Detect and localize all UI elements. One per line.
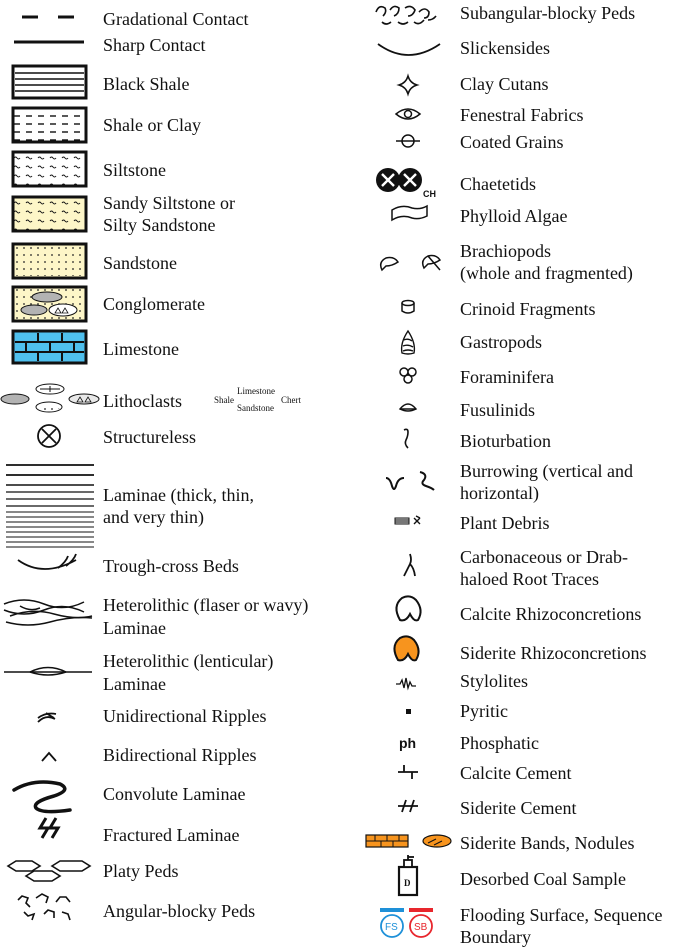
label-unidirectional-ripples: Unidirectional Ripples <box>103 706 267 726</box>
label-hetero-flaser-line1: Heterolithic (flaser or wavy) <box>103 595 309 615</box>
label-siderite-bands-nodules: Siderite Bands, Nodules <box>460 833 635 853</box>
label-structureless: Structureless <box>103 427 196 447</box>
hetero-flaser-symbol <box>4 600 92 625</box>
hetero-lenticular-symbol <box>4 668 92 676</box>
flooding-boundary-symbol <box>380 910 433 937</box>
label-bioturbation: Bioturbation <box>460 431 551 451</box>
label-chaetetids: Chaetetids <box>460 174 536 194</box>
label-phylloid-algae: Phylloid Algae <box>460 206 568 226</box>
shale-clay-symbol <box>13 108 86 142</box>
crinoid-fragments-symbol <box>402 301 414 314</box>
lithoclasts-symbol <box>1 384 99 412</box>
burrowing-symbol <box>386 472 434 490</box>
coated-grains-symbol <box>396 135 420 147</box>
uni-ripples-symbol <box>38 713 56 722</box>
siderite-bands-symbol <box>366 835 451 847</box>
calcite-rhizoconcretions-symbol <box>396 596 420 620</box>
plant-debris-symbol <box>395 516 420 524</box>
label-limestone: Limestone <box>103 339 179 359</box>
convolute-laminae-symbol <box>14 782 70 812</box>
label-platy-peds: Platy Peds <box>103 861 179 881</box>
lithoclast-key-sandstone: Sandstone <box>237 403 274 413</box>
label-black-shale: Black Shale <box>103 74 190 94</box>
coal-sample-tag: D <box>404 878 411 888</box>
foraminifera-symbol <box>400 368 416 383</box>
label-shale-or-clay: Shale or Clay <box>103 115 201 135</box>
fractured-laminae-symbol <box>40 818 58 838</box>
label-root-traces-line2: haloed Root Traces <box>460 569 599 589</box>
phosphatic-symbol: ph <box>399 735 417 751</box>
trough-cross-beds-symbol <box>18 554 76 569</box>
label-foraminifera: Foraminifera <box>460 367 554 387</box>
label-convolute-laminae: Convolute Laminae <box>103 784 246 804</box>
label-flooding-line1: Flooding Surface, Sequence <box>460 905 663 925</box>
label-calcite-cement: Calcite Cement <box>460 763 572 783</box>
label-pyritic: Pyritic <box>460 701 508 721</box>
subangular-blocky-peds-symbol <box>376 6 436 24</box>
label-angular-blocky-peds: Angular-blocky Peds <box>103 901 256 921</box>
label-calcite-rhizoconcretions: Calcite Rhizoconcretions <box>460 604 642 624</box>
lithoclast-key <box>214 386 301 413</box>
pyritic-symbol <box>406 709 411 714</box>
label-trough-cross-beds: Trough-cross Beds <box>103 556 239 576</box>
label-crinoid-fragments: Crinoid Fragments <box>460 299 596 319</box>
label-clay-cutans: Clay Cutans <box>460 74 549 94</box>
brachiopods-symbol <box>381 256 440 271</box>
label-fusulinids: Fusulinids <box>460 400 536 420</box>
slickensides-symbol <box>378 44 440 55</box>
label-hetero-lenticular-line1: Heterolithic (lenticular) <box>103 651 274 671</box>
label-sandstone: Sandstone <box>103 253 177 273</box>
phylloid-algae-symbol <box>392 206 427 220</box>
lithoclast-key-chert: Chert <box>281 395 301 405</box>
label-fractured-laminae: Fractured Laminae <box>103 825 240 845</box>
lithoclast-key-shale: Shale <box>214 395 234 405</box>
right-symbol-column <box>350 0 460 946</box>
sandy-siltstone-symbol <box>13 197 86 231</box>
label-subangular-blocky-peds: Subangular-blocky Peds <box>460 3 636 23</box>
label-conglomerate: Conglomerate <box>103 294 205 314</box>
stylolites-symbol <box>396 678 416 688</box>
fusulinids-symbol <box>400 404 416 411</box>
label-siderite-cement: Siderite Cement <box>460 798 577 818</box>
label-sandy-siltstone-line1: Sandy Siltstone or <box>103 193 236 213</box>
label-gastropods: Gastropods <box>460 332 542 352</box>
laminae-symbol <box>6 465 94 547</box>
siderite-rhizoconcretions-symbol <box>394 636 418 660</box>
platy-peds-symbol <box>8 861 90 881</box>
fenestral-fabrics-symbol <box>396 109 420 119</box>
label-coated-grains: Coated Grains <box>460 132 564 152</box>
label-root-traces-line1: Carbonaceous or Drab- <box>460 547 628 567</box>
label-slickensides: Slickensides <box>460 38 550 58</box>
label-flooding-line2: Boundary <box>460 927 531 947</box>
chaetetids-tag: CH <box>423 189 436 199</box>
label-bidirectional-ripples: Bidirectional Ripples <box>103 745 257 765</box>
label-lithoclasts: Lithoclasts <box>103 391 182 411</box>
label-hetero-flaser-line2: Laminae <box>103 618 166 638</box>
label-sandy-siltstone-line2: Silty Sandstone <box>103 215 216 235</box>
desorbed-coal-symbol <box>399 855 417 895</box>
black-shale-symbol <box>13 66 86 98</box>
label-siltstone: Siltstone <box>103 160 167 180</box>
label-siderite-rhizoconcretions: Siderite Rhizoconcretions <box>460 643 647 663</box>
sandstone-symbol <box>13 244 86 278</box>
clay-cutans-symbol <box>399 76 417 94</box>
angular-blocky-peds-symbol <box>18 894 70 920</box>
label-brachiopods-line1: Brachiopods <box>460 241 551 261</box>
lithoclast-key-limestone: Limestone <box>237 386 275 396</box>
conglomerate-symbol <box>13 287 86 321</box>
label-desorbed-coal-sample: Desorbed Coal Sample <box>460 869 626 889</box>
label-burrowing-line2: horizontal) <box>460 483 539 503</box>
label-hetero-lenticular-line2: Laminae <box>103 674 166 694</box>
bi-ripples-symbol <box>42 753 56 761</box>
label-sharp-contact: Sharp Contact <box>103 35 206 55</box>
siltstone-symbol <box>13 152 86 186</box>
flooding-surface-tag: FS <box>385 922 398 933</box>
label-fenestral-fabrics: Fenestral Fabrics <box>460 105 584 125</box>
structureless-symbol <box>38 425 60 447</box>
label-laminae-line1: Laminae (thick, thin, <box>103 485 254 505</box>
label-brachiopods-line2: (whole and fragmented) <box>460 263 633 283</box>
label-laminae-line2: and very thin) <box>103 507 204 527</box>
calcite-cement-symbol <box>398 765 418 779</box>
sequence-boundary-tag: SB <box>414 922 428 933</box>
gastropods-symbol <box>402 331 415 354</box>
limestone-symbol <box>13 331 86 363</box>
bioturbation-symbol <box>404 429 408 448</box>
label-burrowing-line1: Burrowing (vertical and <box>460 461 633 481</box>
label-gradational-contact: Gradational Contact <box>103 9 249 29</box>
root-traces-symbol <box>404 554 415 576</box>
chaetetids-symbol <box>376 168 436 199</box>
label-stylolites: Stylolites <box>460 671 529 691</box>
label-plant-debris: Plant Debris <box>460 513 550 533</box>
label-phosphatic: Phosphatic <box>460 733 539 753</box>
siderite-cement-symbol <box>398 800 418 812</box>
